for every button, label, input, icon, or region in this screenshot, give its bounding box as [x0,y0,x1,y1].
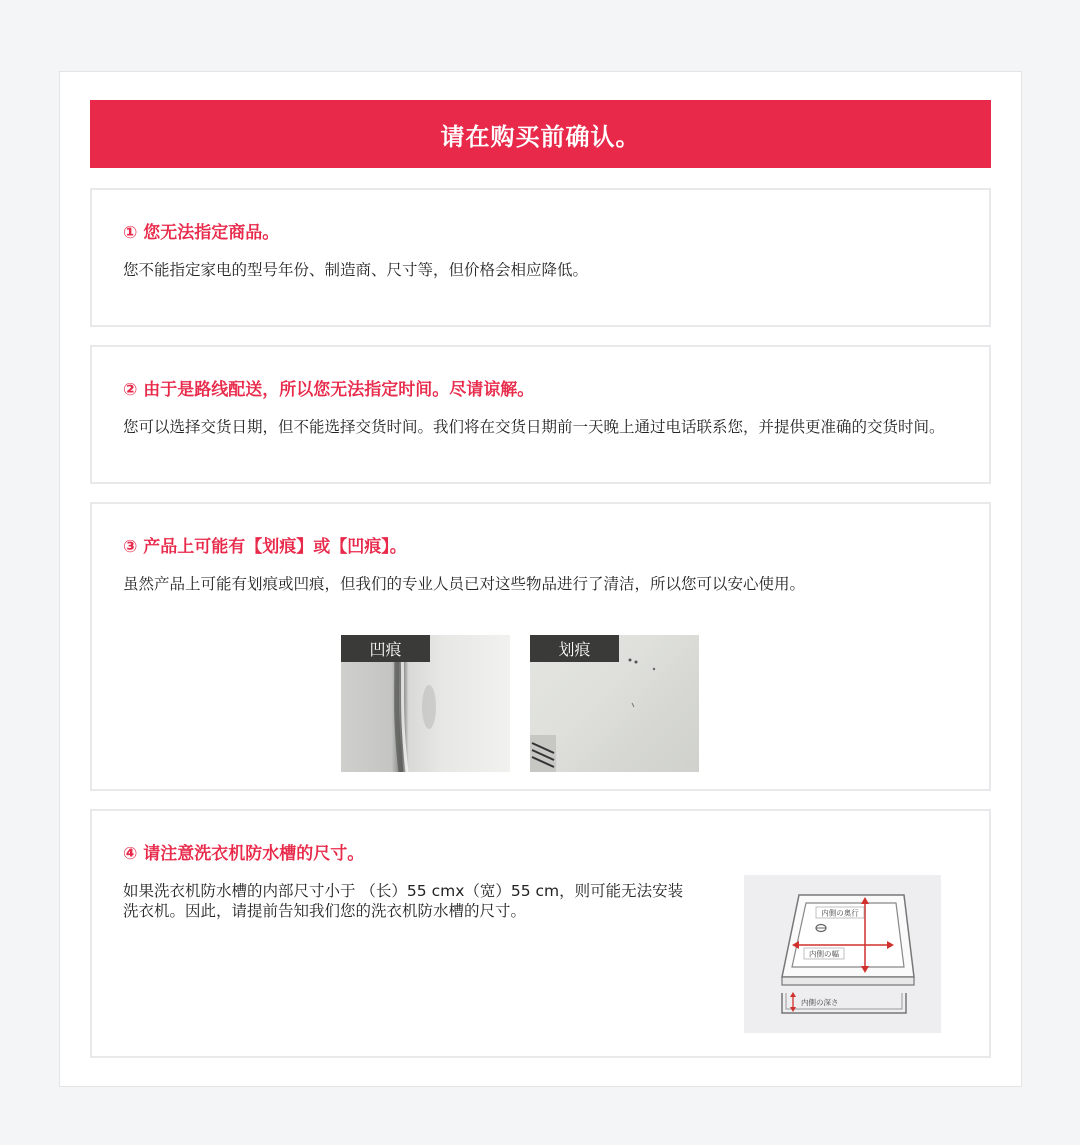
banner-title: 请在购买前确认。 [440,122,641,151]
photo-label: 凹痕 [341,635,430,662]
card-title: ③ 产品上可能有【划痕】或【凹痕】。 [123,537,407,557]
diagram-width-label: 内側の幅 [809,949,839,959]
card-title: ④ 请注意洗衣机防水槽的尺寸。 [123,844,365,864]
dent-photo [341,635,510,772]
diagram-depth-label: 内側の奥行 [821,908,859,918]
card-title: ① 您无法指定商品。 [123,223,280,243]
card-text: 虽然产品上可能有划痕或凹痕，但我们的专业人员已对这些物品进行了清洁，所以您可以安心使用。 [123,575,806,593]
card-text: 如果洗衣机防水槽的内部尺寸小于 （长）55 cmx（宽）55 cm，则可能无法安装洗衣机。因此，请提前告知我们您的洗衣机防水槽的尺寸。 [123,882,684,920]
waterproof-pan-icon [744,875,941,1033]
diagram-height-label: 内側の深さ [801,998,839,1007]
card-text: 您不能指定家电的型号年份、制造商、尺寸等，但价格会相应降低。 [123,261,589,279]
notice-banner [90,100,991,168]
notice-card-waterproof-pan [90,809,991,1058]
waterproof-pan-diagram [744,875,941,1033]
card-text: 您可以选择交货日期，但不能选择交货时间。我们将在交货日期前一天晚上通过电话联系您，并提供更准确的交货时间。 [123,418,945,436]
card-title: ② 由于是路线配送，所以您无法指定时间。尽请谅解。 [123,380,535,400]
notice-card-condition [90,502,991,791]
notice-card-delivery [90,345,991,484]
scratch-photo [530,635,699,772]
photo-label: 划痕 [530,635,619,662]
notice-card-product [90,188,991,327]
